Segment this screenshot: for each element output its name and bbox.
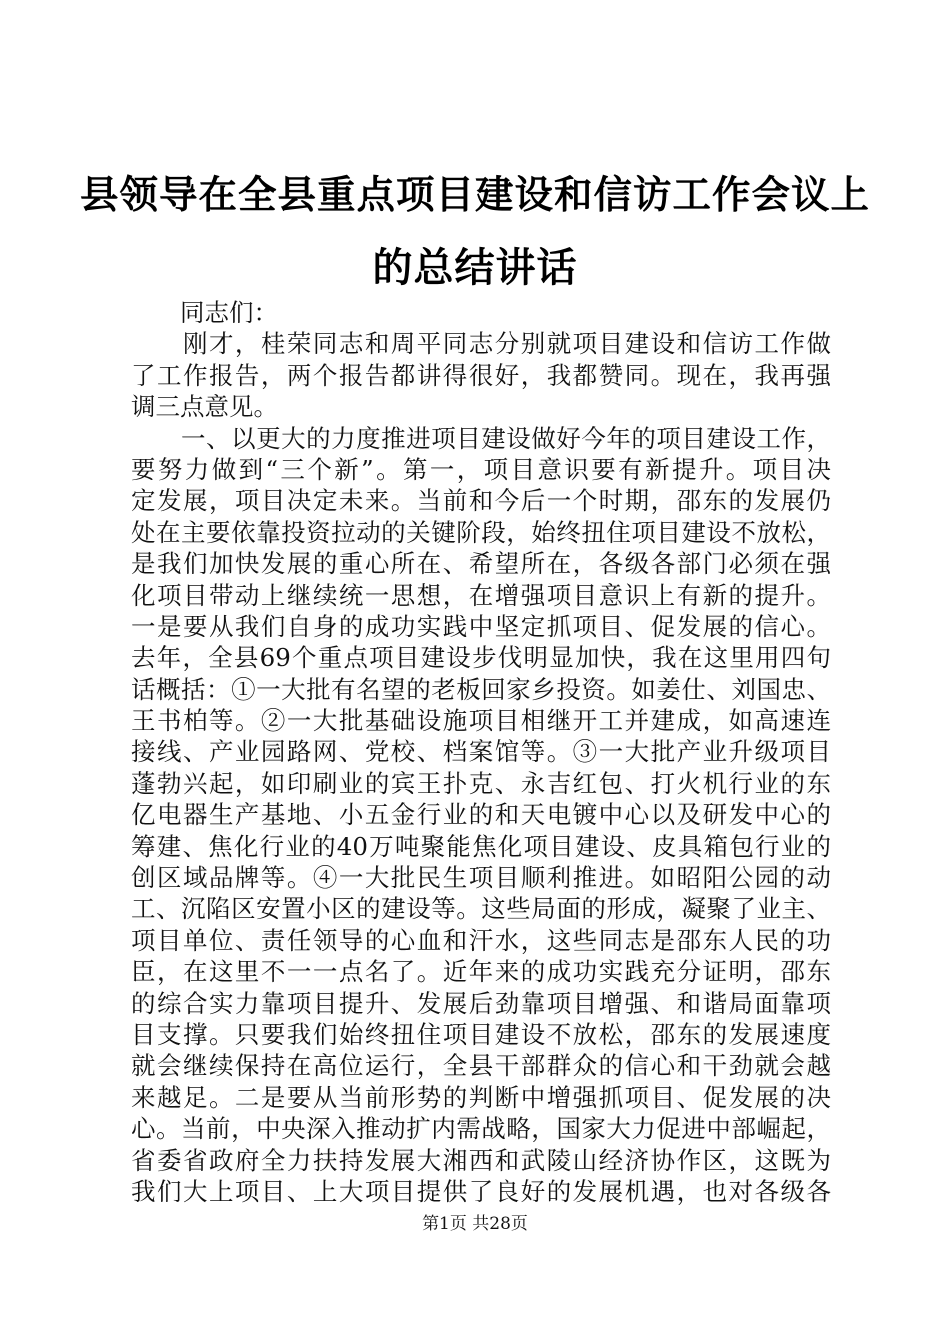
body-text-line: 一、以更大的力度推进项目建设做好今年的项目建设工作，: [131, 423, 831, 453]
body-text-line: 的综合实力靠项目提升、发展后劲靠项目增强、和谐局面靠项: [131, 988, 831, 1018]
body-text-line: 来越足。二是要从当前形势的判断中增强抓项目、促发展的决: [131, 1082, 831, 1112]
body-text-line: 调三点意见。: [131, 392, 278, 422]
title-line-2: 的总结讲话: [372, 245, 578, 291]
body-text-line: 目支撑。只要我们始终扭住项目建设不放松，邵东的发展速度: [131, 1019, 831, 1049]
body-text-line: 化项目带动上继续统一思想，在增强项目意识上有新的提升。: [131, 580, 831, 610]
body-text-line: 话概括：①一大批有名望的老板回家乡投资。如姜仕、刘国忠、: [131, 674, 831, 704]
body-text-line: 筹建、焦化行业的40万吨聚能焦化项目建设、皮具箱包行业的: [131, 831, 831, 861]
document-body: [131, 297, 831, 1207]
body-text-line: 我们大上项目、上大项目提供了良好的发展机遇，也对各级各: [131, 1176, 831, 1206]
body-text-line: 要努力做到“三个新”。第一，项目意识要有新提升。项目决: [131, 454, 831, 484]
body-text-line: 处在主要依靠投资拉动的关键阶段，始终扭住项目建设不放松，: [131, 517, 831, 547]
body-text-line: 刚才，桂荣同志和周平同志分别就项目建设和信访工作做: [131, 329, 831, 359]
body-text-line: 亿电器生产基地、小五金行业的和天电镀中心以及研发中心的: [131, 800, 831, 830]
body-text-line: 了工作报告，两个报告都讲得很好，我都赞同。现在，我再强: [131, 360, 831, 390]
page-footer: 第1页 共28页: [422, 1214, 528, 1234]
body-text-line: 蓬勃兴起，如印刷业的宾王扑克、永吉红包、打火机行业的东: [131, 768, 831, 798]
body-text-line: 工、沉陷区安置小区的建设等。这些局面的形成，凝聚了业主、: [131, 894, 831, 924]
body-text-line: 创区域品牌等。④一大批民生项目顺利推进。如昭阳公园的动: [131, 863, 831, 893]
document-title: [80, 160, 870, 304]
body-text-line: 王书柏等。②一大批基础设施项目相继开工并建成，如高速连: [131, 706, 831, 736]
body-text-line: 定发展，项目决定未来。当前和今后一个时期，邵东的发展仍: [131, 486, 831, 516]
body-text-line: 同志们：: [131, 298, 278, 327]
body-text-line: 一是要从我们自身的成功实践中坚定抓项目、促发展的信心。: [131, 611, 831, 641]
body-text-line: 接线、产业园路网、党校、档案馆等。③一大批产业升级项目: [131, 737, 831, 767]
body-text-line: 就会继续保持在高位运行，全县干部群众的信心和干劲就会越: [131, 1051, 831, 1081]
title-line-1: 县领导在全县重点项目建设和信访工作会议上: [80, 173, 871, 218]
body-text-line: 臣，在这里不一一点名了。近年来的成功实践充分证明，邵东: [131, 957, 831, 987]
body-text-line: 项目单位、责任领导的心血和汗水，这些同志是邵东人民的功: [131, 925, 831, 955]
body-text-line: 省委省政府全力扶持发展大湘西和武陵山经济协作区，这既为: [131, 1145, 831, 1175]
body-text-line: 心。当前，中央深入推动扩内需战略，国家大力促进中部崛起，: [131, 1114, 831, 1144]
body-text-line: 去年，全县69个重点项目建设步伐明显加快，我在这里用四句: [131, 643, 831, 673]
body-text-line: 是我们加快发展的重心所在、希望所在，各级各部门必须在强: [131, 549, 831, 579]
